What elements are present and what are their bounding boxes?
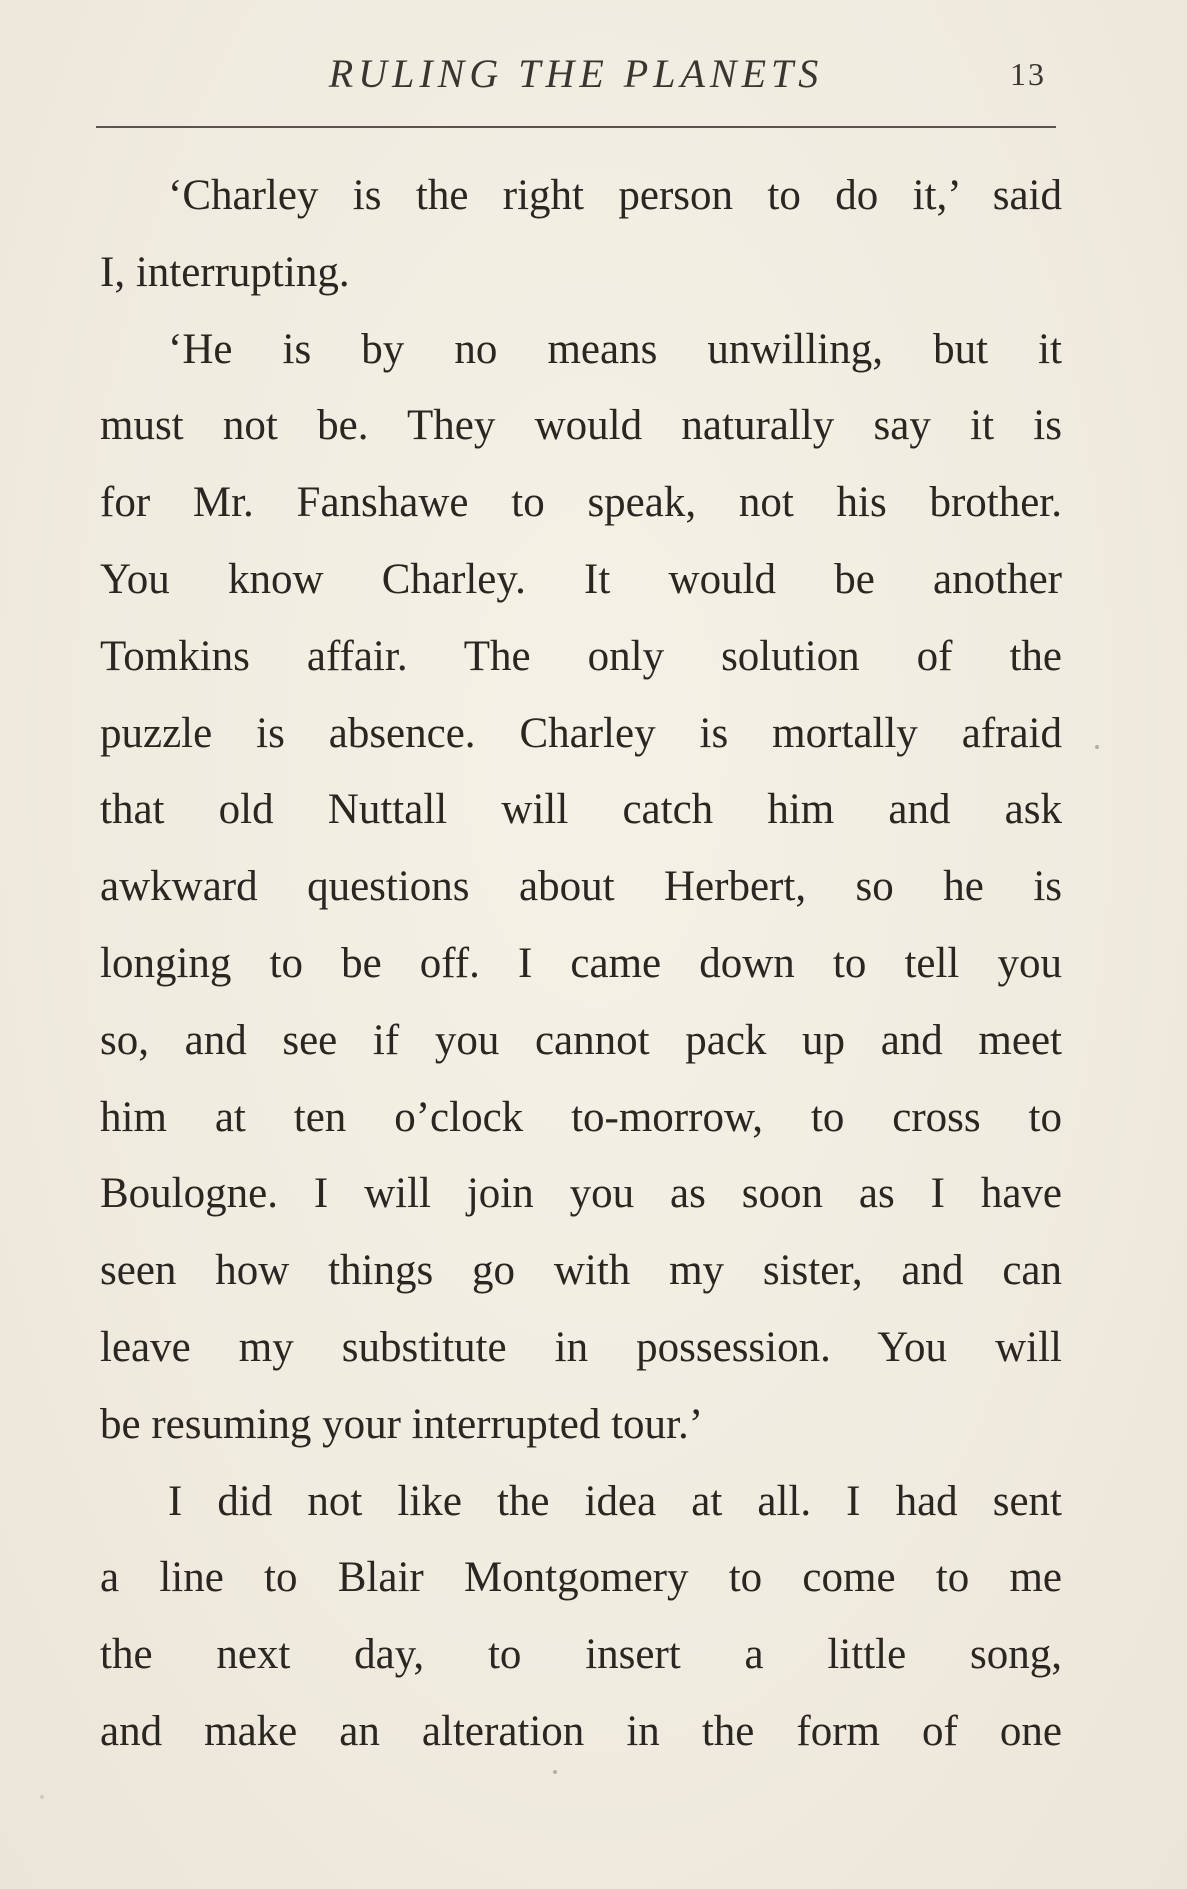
text-line: longing to be off. I came down to tell you <box>100 939 1062 987</box>
text-line: ‘He is by no means unwilling, but it <box>168 325 1062 373</box>
paper-speck <box>40 1795 44 1799</box>
text-line: I, interrupting. <box>100 248 350 296</box>
text-line: the next day, to insert a little song, <box>100 1631 1062 1679</box>
text-line: for Mr. Fanshawe to speak, not his brother. <box>100 479 1062 527</box>
text-line: that old Nuttall will catch him and ask <box>100 786 1062 834</box>
text-line: him at ten o’clock to-morrow, to cross to <box>100 1093 1062 1141</box>
header-rule <box>96 126 1056 128</box>
text-line: Boulogne. I will join you as soon as I have <box>100 1170 1062 1218</box>
paper-speck <box>553 1770 557 1774</box>
text-line: must not be. They would naturally say it is <box>100 402 1062 450</box>
text-line: leave my substitute in possession. You will <box>100 1323 1062 1371</box>
running-title: RULING THE PLANETS <box>328 51 824 96</box>
paper-speck <box>1095 745 1099 749</box>
text-line: Tomkins affair. The only solution of the <box>100 632 1062 680</box>
text-line: puzzle is absence. Charley is mortally afraid <box>100 709 1062 757</box>
text-line: be resuming your interrupted tour.’ <box>100 1400 704 1448</box>
body-text <box>100 158 1062 1771</box>
text-line: I did not like the idea at all. I had sent <box>168 1477 1062 1525</box>
running-head <box>96 50 1056 100</box>
text-line: a line to Blair Montgomery to come to me <box>100 1554 1062 1602</box>
text-line: and make an alteration in the form of one <box>100 1707 1062 1755</box>
text-line: ‘Charley is the right person to do it,’ said <box>168 172 1062 219</box>
text-line: seen how things go with my sister, and can <box>100 1247 1062 1295</box>
text-line: so, and see if you cannot pack up and meet <box>100 1016 1062 1064</box>
text-line: You know Charley. It would be another <box>100 555 1062 603</box>
page-number: 13 <box>1010 56 1046 92</box>
text-line: awkward questions about Herbert, so he is <box>100 863 1062 911</box>
